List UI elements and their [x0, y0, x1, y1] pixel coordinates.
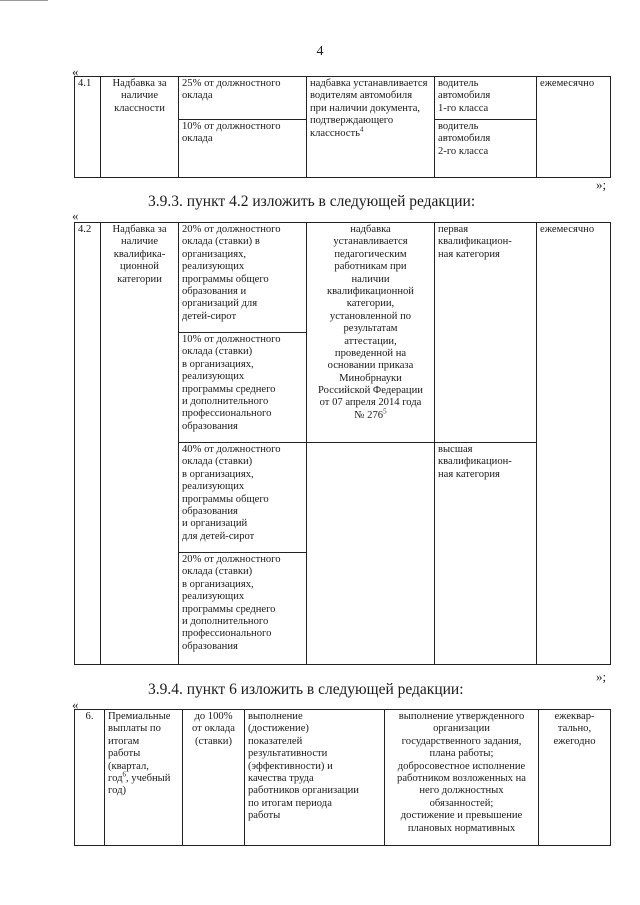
category-line: квалификацион- [438, 236, 512, 248]
amount-line: организациях, [182, 248, 247, 260]
recipient-line: водитель [438, 78, 479, 89]
criteria-line: добросовестное исполнение [397, 760, 526, 772]
closing-quote: »; [596, 177, 607, 192]
criteria-line: работником возложенных на [397, 772, 526, 784]
row-number-text: 4.1 [78, 78, 92, 89]
period-text: ежемесячно [540, 224, 595, 235]
amount-line: детей-сирот [182, 310, 237, 322]
amount-line: в организациях, [182, 578, 254, 590]
condition-line: показателей [248, 735, 303, 747]
amount-line: (ставки) [194, 735, 233, 747]
amount-line: программы среднего [182, 603, 276, 615]
criteria-line: государственного задания, [401, 735, 522, 747]
amount-line: в организациях, [182, 468, 254, 480]
amount-line: и дополнительного [182, 615, 269, 627]
closing-quote: »; [596, 669, 607, 684]
condition-cell-empty [307, 443, 435, 665]
amount-line: 20% от должностного [182, 554, 281, 565]
payment-name [101, 223, 179, 665]
row-number-text: 6. [85, 711, 94, 722]
condition-text: надбавка устанавливается водителям автомобиля при наличии документа, подтверждающего классность$^4$ [310, 78, 428, 139]
amount-line: 20% от должностного [182, 224, 281, 235]
table-6 [74, 709, 611, 846]
period-cell [537, 223, 611, 665]
row-number [75, 710, 105, 846]
amount-line: программы среднего [182, 383, 276, 395]
condition-line: наличии [351, 273, 390, 285]
row-number [75, 77, 101, 178]
criteria-line: него должностных [419, 785, 504, 797]
opening-quote: « [72, 64, 79, 79]
section-heading: 3.9.3. пункт 4.2 изложить в следующей редакции: [148, 193, 476, 210]
condition-line: результатам [343, 323, 398, 335]
amount-line: профессионального [182, 408, 272, 420]
amount-line: реализующих [182, 591, 245, 603]
condition-line: (эффективности) и [248, 760, 333, 772]
condition-line: по итогам периода [248, 797, 332, 809]
header-rule [0, 0, 48, 1]
payment-name-line: квалифика- [113, 248, 166, 260]
payment-name [101, 77, 179, 178]
condition-cell [307, 223, 435, 443]
amount-cell [179, 333, 307, 443]
amount-cell [179, 223, 307, 333]
condition-line: качества труда [248, 772, 314, 784]
recipient-line: 1-го класса [438, 102, 489, 114]
amount-line: образования [182, 640, 238, 652]
amount-line: для детей-сирот [182, 530, 255, 542]
amount-line: профессионального [182, 628, 272, 640]
payment-name-text: Надбавка за наличие классности [112, 78, 167, 114]
amount-line: образования и [182, 285, 247, 297]
amount-line: реализующих [182, 481, 245, 493]
period-cell [539, 710, 611, 846]
amount-line: реализующих [182, 261, 245, 273]
amount-text: 25% от должностного оклада [182, 78, 281, 102]
amount-line: образования [182, 505, 238, 517]
condition-line: основании приказа [327, 360, 414, 372]
condition-line: выполнение [248, 711, 303, 722]
recipient-cell [435, 77, 537, 120]
condition-line: от 07 апреля 2014 года [319, 397, 422, 409]
table-4-2 [74, 222, 611, 665]
category-line: высшая [438, 444, 473, 455]
amount-line: программы общего [182, 273, 269, 285]
condition-line: категории, [346, 298, 395, 310]
payment-name-line: работы [108, 748, 141, 760]
amount-line: в организациях, [182, 358, 254, 370]
amount-line: до 100% [194, 711, 233, 722]
payment-name-line: Надбавка за [112, 224, 167, 235]
payment-name-line: выплаты по [108, 723, 161, 735]
criteria-line: плановых нормативных [407, 822, 516, 834]
name-suffix: , учебный [125, 772, 171, 784]
footnote-mark: 4 [359, 125, 364, 134]
category-line: ная категория [438, 468, 500, 480]
amount-line: 10% от должностного [182, 334, 281, 345]
recipient-line: автомобиля [438, 133, 491, 145]
opening-quote: « [72, 697, 79, 712]
condition-cell [245, 710, 385, 846]
page-number: 4 [316, 44, 324, 59]
period-cell [537, 77, 611, 178]
criteria-line: достижение и превышение [400, 810, 523, 822]
footnote-mark: 5 [383, 407, 387, 416]
condition-line: педагогическим [334, 248, 407, 260]
amount-line: реализующих [182, 371, 245, 383]
criteria-cell [385, 710, 539, 846]
amount-cell [179, 77, 307, 120]
condition-cell [307, 77, 435, 178]
payment-name [105, 710, 183, 846]
amount-line: 40% от должностного [182, 444, 281, 455]
amount-cell [179, 120, 307, 178]
amount-line: оклада (ставки) в [182, 236, 260, 248]
payment-name-line: ционной [120, 261, 159, 273]
amount-cell [179, 553, 307, 665]
payment-name-line: итогам [108, 735, 140, 747]
amount-line: и дополнительного [182, 395, 269, 407]
category-cell [435, 443, 537, 665]
footnote-mark: 6 [122, 770, 126, 779]
payment-name-line: (квартал, [108, 760, 149, 772]
condition-line: устанавливается [333, 236, 408, 248]
opening-quote: « [72, 208, 79, 223]
condition-line: работников организации [248, 785, 359, 797]
period-line: ежегодно [553, 735, 596, 747]
row-number [75, 223, 101, 665]
category-line: квалификацион- [438, 456, 512, 468]
condition-line: Российской Федерации [318, 385, 423, 397]
recipient-line: автомобиля [438, 90, 491, 102]
amount-line: и организаций [182, 518, 248, 530]
amount-text: 10% от должностного оклада [182, 121, 281, 145]
category-line: ная категория [438, 248, 500, 260]
amount-line: образования [182, 420, 238, 432]
condition-line: результативности [248, 748, 328, 760]
name-god: год [108, 772, 123, 784]
payment-name-line: Премиальные [108, 711, 171, 722]
category-line: первая [438, 224, 469, 235]
recipient-cell [435, 120, 537, 178]
condition-line: Минобрнауки [339, 372, 402, 384]
category-cell [435, 223, 537, 443]
criteria-line: обязанностей; [429, 797, 494, 809]
criteria-line: организации [433, 723, 490, 735]
amount-line: от оклада [192, 723, 235, 735]
condition-line: аттестации, [344, 335, 397, 347]
amount-line: оклада (ставки) [182, 566, 253, 578]
amount-line: программы общего [182, 493, 269, 505]
row-number-text: 4.2 [78, 224, 92, 235]
condition-line: (достижение) [248, 723, 309, 735]
condition-line: № $276^5$ [354, 407, 387, 421]
criteria-line: плана работы; [429, 748, 494, 760]
amount-line: оклада (ставки) [182, 456, 253, 468]
table-4-1 [74, 76, 611, 178]
condition-line: работникам при [334, 261, 407, 273]
condition-line: установленной по [329, 310, 412, 322]
name-last-line: год) [108, 785, 126, 797]
condition-line: работы [248, 810, 281, 822]
recipient-line: 2-го класса [438, 145, 489, 157]
amount-line: организаций для [182, 298, 258, 310]
condition-line: квалификационной [327, 285, 414, 297]
amount-line: оклада (ставки) [182, 346, 253, 358]
amount-cell [179, 443, 307, 553]
recipient-line: водитель [438, 121, 479, 132]
condition-line: проведенной на [334, 347, 407, 359]
criteria-line: выполнение утвержденного [398, 711, 525, 722]
payment-name-line: наличие [120, 236, 159, 248]
section-heading: 3.9.4. пункт 6 изложить в следующей редакции: [148, 681, 464, 698]
payment-name-line: категории [117, 273, 162, 285]
period-text: ежемесячно [540, 78, 595, 89]
period-line: тально, [557, 723, 592, 735]
amount-cell [183, 710, 245, 846]
period-line: ежеквар- [554, 711, 595, 722]
condition-line: надбавка [350, 224, 391, 235]
